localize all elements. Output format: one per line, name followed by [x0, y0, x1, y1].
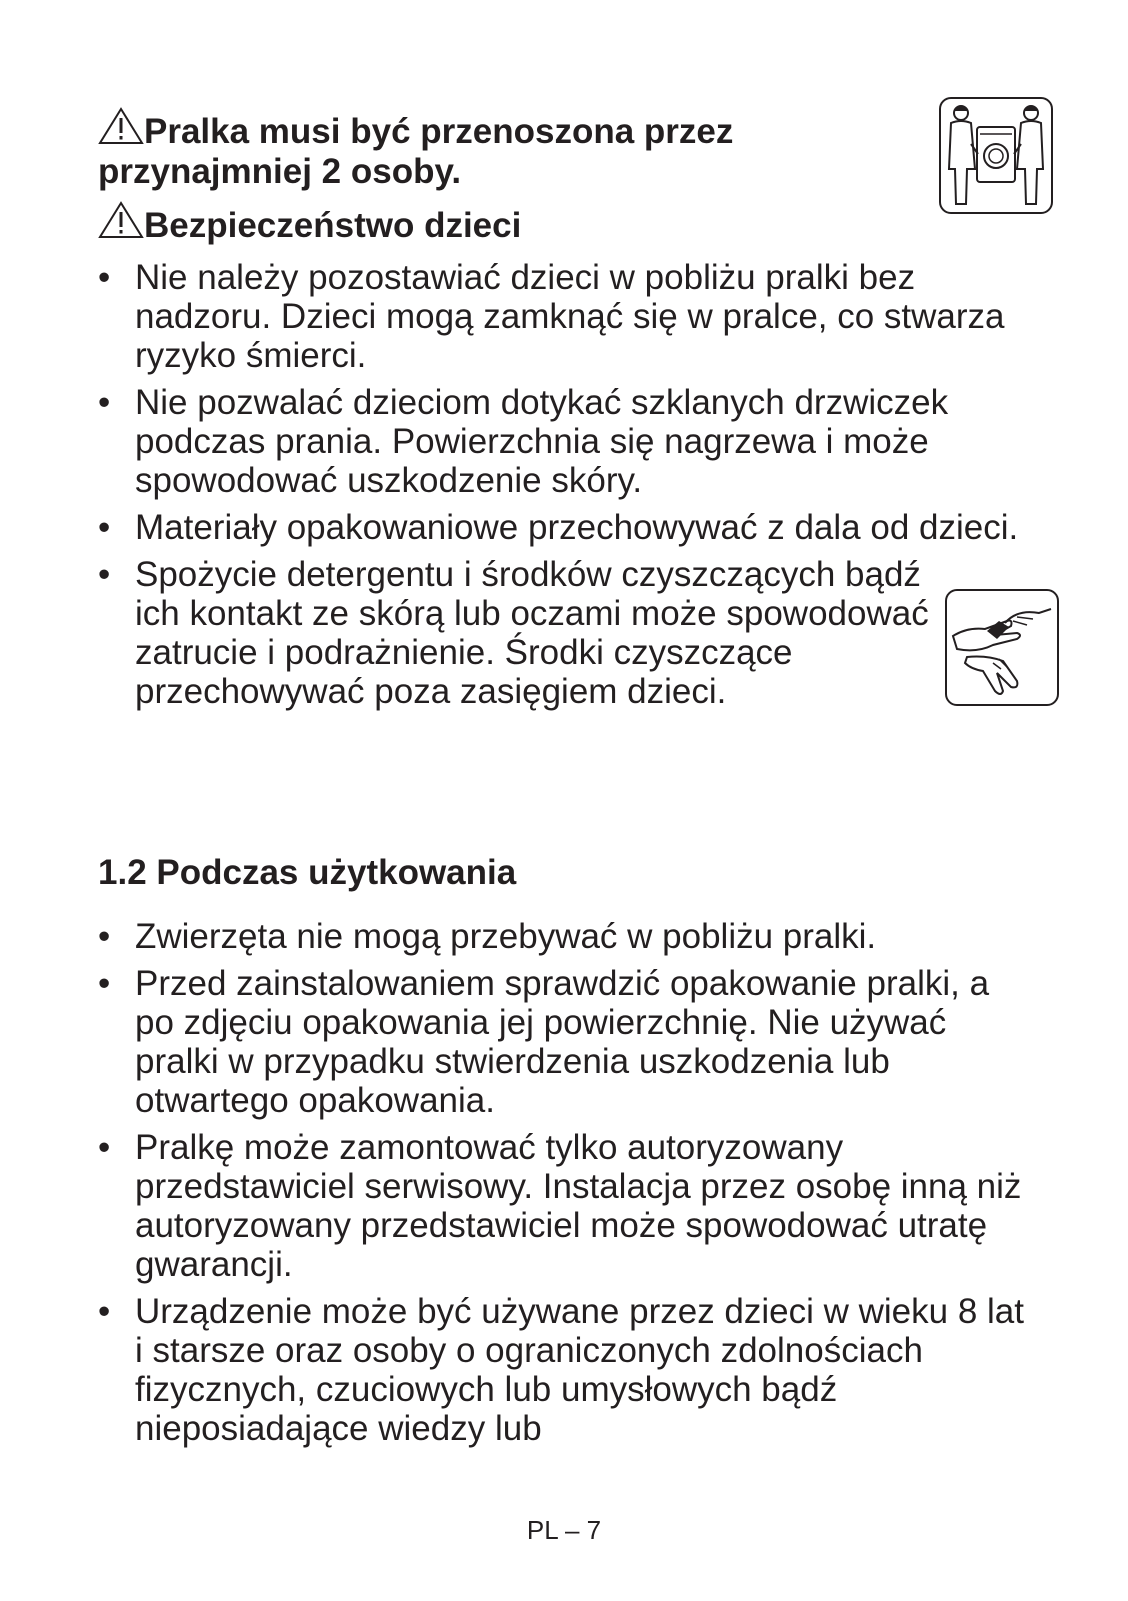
- list-item: [98, 383, 1028, 500]
- children-safety-list: [98, 258, 1028, 719]
- page-number: PL – 7: [526, 1515, 602, 1545]
- list-item: [98, 555, 960, 711]
- list-item: [98, 917, 1028, 956]
- warning-triangle-icon: [98, 107, 144, 145]
- list-item-text: Urządzenie może być używane przez dzieci w wieku 8 lat i starsze oraz osoby o ograniczonych zdolnościach fizycznych, czuciowych lub umysłowych bądź nieposiadające wiedzy lub: [135, 1292, 1024, 1448]
- bullet: •: [98, 917, 111, 956]
- transport-warning: [98, 107, 918, 192]
- list-item-text: Pralkę może zamontować tylko autoryzowany przedstawiciel serwisowy. Instalacja przez osobę inną niż autoryzowany przedstawiciel może spowodować utratę gwarancji.: [135, 1128, 1022, 1284]
- list-item-text: Materiały opakowaniowe przechowywać z dala od dzieci.: [135, 508, 1019, 547]
- list-item-text: Zwierzęta nie mogą przebywać w pobliżu pralki.: [135, 917, 877, 956]
- list-item: [98, 1292, 1028, 1448]
- children-safety-heading-text: Bezpieczeństwo dzieci: [144, 206, 522, 245]
- bullet: •: [98, 964, 111, 1003]
- bullet: •: [98, 258, 111, 297]
- bullet: •: [98, 383, 111, 422]
- bullet: •: [98, 508, 111, 547]
- bullet: •: [98, 555, 111, 594]
- warning-triangle-icon: [98, 201, 144, 239]
- hands-detergent-icon: [945, 589, 1059, 706]
- list-item: [98, 508, 1028, 547]
- list-item: [98, 964, 1028, 1120]
- list-item-text: Nie należy pozostawiać dzieci w pobliżu pralki bez nadzoru. Dzieci mogą zamknąć się w pralce, co stwarza ryzyko śmierci.: [135, 258, 1005, 375]
- list-item: [98, 1128, 1028, 1284]
- bullet: •: [98, 1292, 111, 1331]
- usage-list: [98, 917, 1028, 1456]
- list-item-text: Nie pozwalać dzieciom dotykać szklanych drzwiczek podczas prania. Powierzchnia się nagrzewa i może spowodować uszkodzenie skóry.: [135, 383, 949, 500]
- children-safety-heading: [98, 201, 918, 246]
- bullet: •: [98, 1128, 111, 1167]
- transport-warning-text: Pralka musi być przenoszona przez przynajmniej 2 osoby.: [98, 112, 734, 191]
- list-item: [98, 258, 1028, 375]
- two-people-carrying-washer-icon: [939, 97, 1053, 214]
- list-item-text: Przed zainstalowaniem sprawdzić opakowanie pralki, a po zdjęciu opakowania jej powierzchnię. Nie używać pralki w przypadku stwierdzenia uszkodzenia lub otwartego opakowania.: [135, 964, 990, 1120]
- section-heading: 1.2 Podczas użytkowania: [98, 853, 517, 892]
- list-item-text: Spożycie detergentu i środków czyszczących bądź ich kontakt ze skórą lub oczami może spowodować zatrucie i podrażnienie. Środki czyszczące przechowywać poza zasięgiem dzieci.: [135, 555, 929, 711]
